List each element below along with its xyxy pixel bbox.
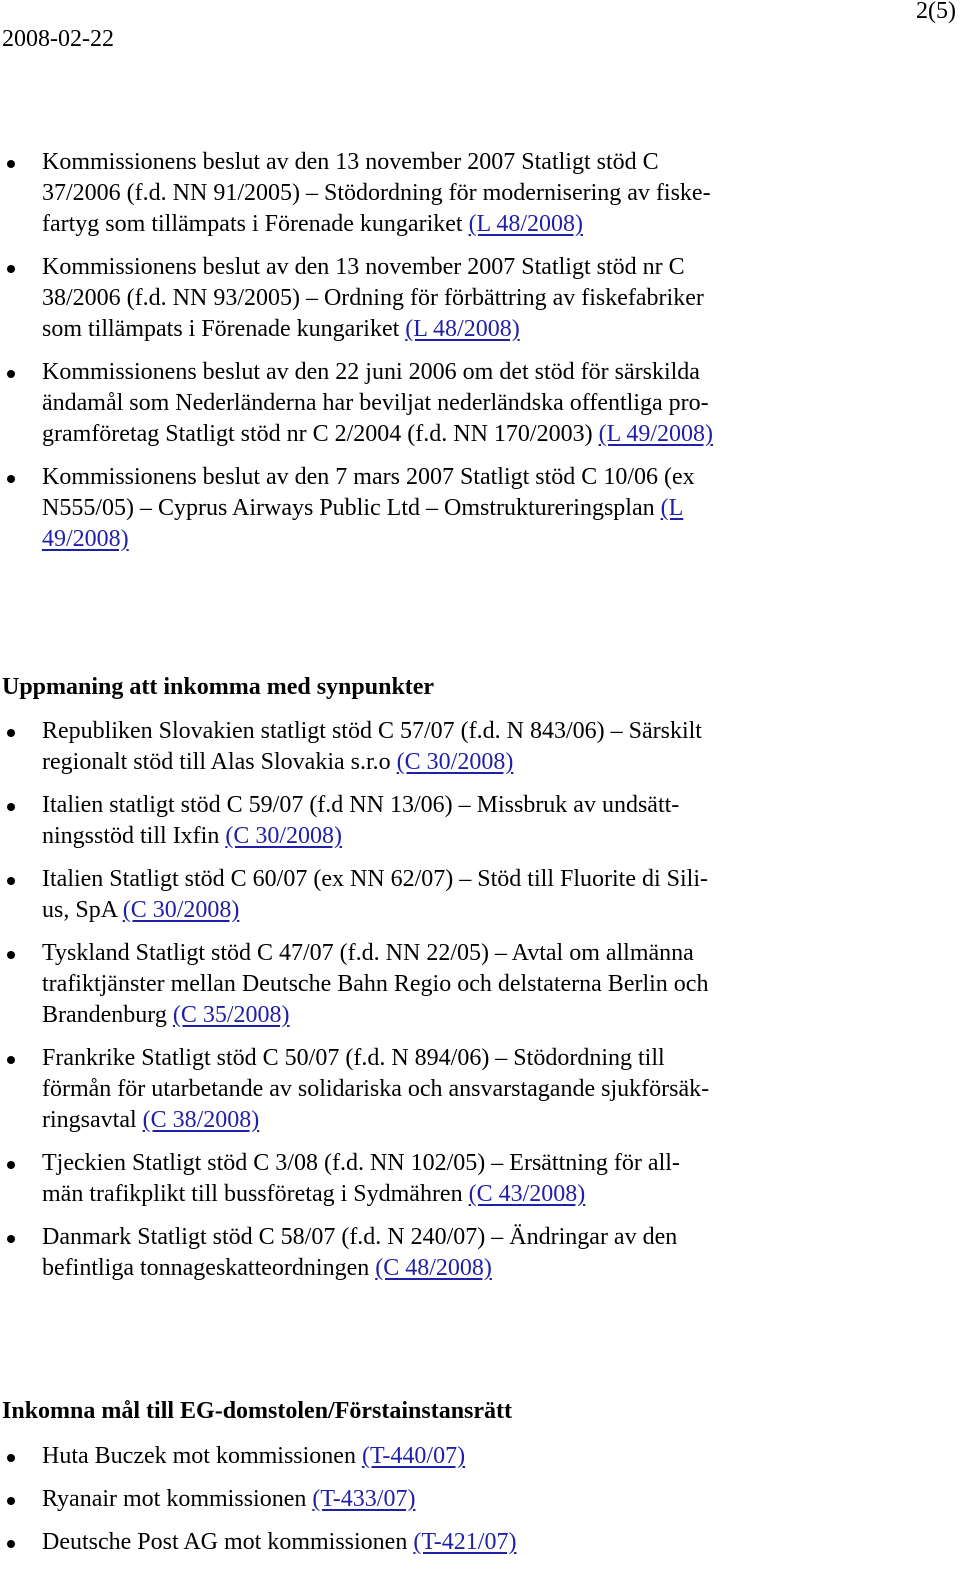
bullet-icon [7,951,15,959]
item-line: Italien statligt stöd C 59/07 (f.d NN 13/06) – Missbruk av undsätt- [42,792,680,818]
list-item [0,147,960,240]
reference-link[interactable]: (L 48/2008) [405,316,520,342]
bullet-icon [7,729,15,737]
item-line: Italien Statligt stöd C 60/07 (ex NN 62/07) – Stöd till Fluorite di Sili- [42,866,708,892]
decisions-list [0,147,960,555]
item-line: N555/05) – Cyprus Airways Public Ltd – Omstruktureringsplan [42,495,661,521]
comments-section [0,716,960,1296]
reference-link[interactable]: (C 38/2008) [142,1107,260,1133]
item-line: Republiken Slovakien statligt stöd C 57/07 (f.d. N 843/06) – Särskilt [42,718,702,744]
list-item [0,716,960,778]
item-line: ändamål som Nederländerna har beviljat nederländska offentliga pro- [42,390,709,416]
comments-list [0,716,960,1284]
decisions-section [0,147,960,567]
bullet-icon [7,1454,15,1462]
bullet-icon [7,160,15,168]
list-item [0,864,960,926]
item-line: Brandenburg [42,1002,173,1028]
item-line: befintliga tonnageskatteordningen [42,1255,376,1281]
list-item [0,462,960,555]
case-link[interactable]: (T-433/07) [312,1486,416,1512]
reference-link[interactable]: (L 48/2008) [468,211,583,237]
page-number: 2(5) [916,0,956,24]
item-line: ningsstöd till Ixfin [42,823,226,849]
item-line: Kommissionens beslut av den 13 november 2007 Statligt stöd nr C [42,254,685,280]
cases-heading: Inkomna mål till EG-domstolen/Förstainstansrätt [2,1398,513,1424]
item-line: Tyskland Statligt stöd C 47/07 (f.d. NN 22/05) – Avtal om allmänna [42,940,694,966]
bullet-icon [7,877,15,885]
item-line: 37/2006 (f.d. NN 91/2005) – Stödordning för modernisering av fiske- [42,180,711,206]
reference-link[interactable]: (C 43/2008) [468,1181,586,1207]
item-line: us, SpA [42,897,123,923]
reference-link[interactable]: (C 30/2008) [225,823,343,849]
item-line: Kommissionens beslut av den 22 juni 2006 om det stöd för särskilda [42,359,700,385]
bullet-icon [7,1161,15,1169]
reference-link[interactable]: (C 30/2008) [122,897,240,923]
document-date: 2008-02-22 [2,26,114,52]
item-line: män trafikplikt till bussföretag i Sydmähren [42,1181,469,1207]
bullet-icon [7,1056,15,1064]
reference-link[interactable]: (C 48/2008) [375,1255,492,1281]
case-link[interactable]: (T-440/07) [361,1443,466,1469]
item-line: 38/2006 (f.d. NN 93/2005) – Ordning för förbättring av fiskefabriker [42,285,704,311]
list-item [0,938,960,1031]
cases-section [0,1441,960,1570]
item-line: ringsavtal [42,1107,143,1133]
bullet-icon [7,1235,15,1243]
list-item [0,1527,960,1558]
bullet-icon [7,370,15,378]
item-line: Kommissionens beslut av den 7 mars 2007 Statligt stöd C 10/06 (ex [42,464,695,490]
item-line: trafiktjänster mellan Deutsche Bahn Regio och delstaterna Berlin och [42,971,709,997]
item-line: Frankrike Statligt stöd C 50/07 (f.d. N 894/06) – Stödordning till [42,1045,665,1071]
list-item [0,1484,960,1515]
bullet-icon [7,265,15,273]
case-text: Deutsche Post AG mot kommissionen [42,1529,414,1555]
reference-link[interactable]: (L [660,495,684,521]
cases-list [0,1441,960,1558]
case-text: Ryanair mot kommissionen [42,1486,313,1512]
comments-heading: Uppmaning att inkomma med synpunkter [2,674,435,700]
item-line: förmån för utarbetande av solidariska och ansvarstagande sjukförsäk- [42,1076,710,1102]
bullet-icon [7,475,15,483]
list-item [0,357,960,450]
reference-link[interactable]: (L 49/2008) [598,421,714,447]
list-item [0,1222,960,1284]
item-line: som tillämpats i Förenade kungariket [42,316,406,342]
list-item [0,252,960,345]
reference-link[interactable]: (C 30/2008) [396,749,514,775]
case-text: Huta Buczek mot kommissionen [42,1443,362,1469]
item-line: fartyg som tillämpats i Förenade kungariket [42,211,469,237]
item-line: Danmark Statligt stöd C 58/07 (f.d. N 240/07) – Ändringar av den [42,1224,678,1250]
bullet-icon [7,1540,15,1548]
list-item [0,1148,960,1210]
bullet-icon [7,1497,15,1505]
reference-link[interactable]: (C 35/2008) [172,1002,290,1028]
list-item [0,1043,960,1136]
item-line: Tjeckien Statligt stöd C 3/08 (f.d. NN 102/05) – Ersättning för all- [42,1150,680,1176]
case-link[interactable]: (T-421/07) [413,1529,517,1555]
item-line: gramföretag Statligt stöd nr C 2/2004 (f.d. NN 170/2003) [42,421,599,447]
bullet-icon [7,803,15,811]
list-item [0,790,960,852]
reference-link-continued[interactable]: 49/2008) [42,526,129,552]
item-line: regionalt stöd till Alas Slovakia s.r.o [42,749,397,775]
list-item [0,1441,960,1472]
item-line: Kommissionens beslut av den 13 november 2007 Statligt stöd C [42,149,659,175]
